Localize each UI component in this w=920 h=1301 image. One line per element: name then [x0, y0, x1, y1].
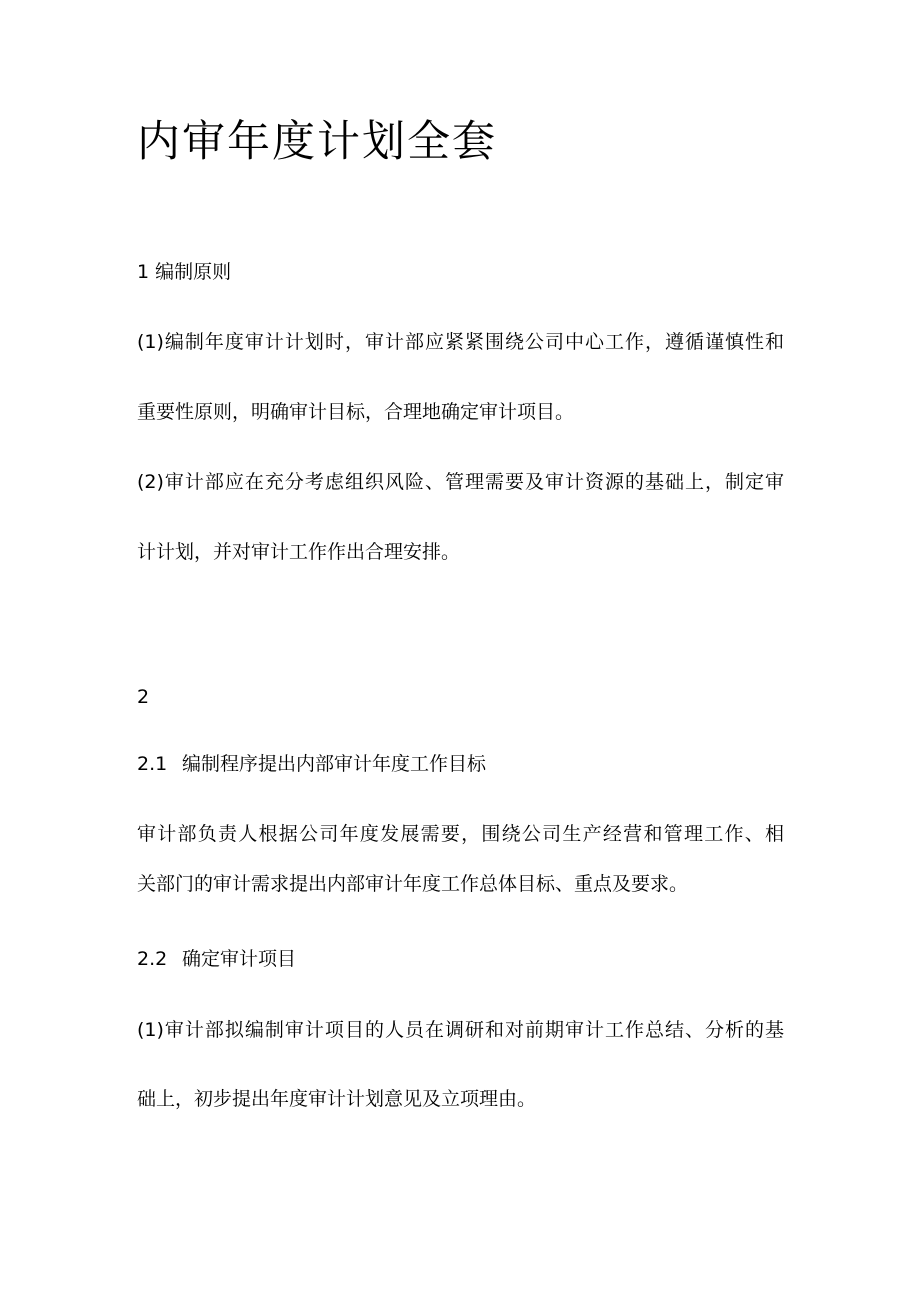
section-1-paragraph-1-line-2: 重要性原则，明确审计目标，合理地确定审计项目。 [137, 401, 575, 423]
subsection-2-1-number: 2.1 [137, 753, 168, 775]
subsection-2-1-title: 编制程序提出内部审计年度工作目标 [182, 753, 487, 775]
document-title: 内审年度计划全套 [137, 117, 497, 167]
subsection-2-1-heading [137, 750, 486, 778]
subsection-2-1-paragraph-line-1: 审计部负责人根据公司年度发展需要，围绕公司生产经营和管理工作、相 [137, 823, 784, 845]
section-1-paragraph-1-line-1: (1)编制年度审计计划时，审计部应紧紧围绕公司中心工作，遵循谨慎性和 [137, 331, 784, 353]
section-1-heading: 1 编制原则 [137, 261, 232, 283]
subsection-2-2-title: 确定审计项目 [182, 948, 297, 970]
section-1-paragraph-2-line-2: 计计划，并对审计工作作出合理安排。 [137, 541, 461, 563]
section-2-heading: 2 [137, 686, 150, 708]
subsection-2-2-paragraph-line-1: (1)审计部拟编制审计项目的人员在调研和对前期审计工作总结、分析的基 [137, 1019, 784, 1041]
subsection-2-2-number: 2.2 [137, 948, 168, 970]
section-1-paragraph-2-line-1: (2)审计部应在充分考虑组织风险、管理需要及审计资源的基础上，制定审 [137, 471, 784, 493]
subsection-2-1-paragraph-line-2: 关部门的审计需求提出内部审计年度工作总体目标、重点及要求。 [137, 873, 689, 895]
subsection-2-2-heading [137, 945, 296, 973]
subsection-2-2-paragraph-line-2: 础上，初步提出年度审计计划意见及立项理由。 [137, 1088, 537, 1110]
